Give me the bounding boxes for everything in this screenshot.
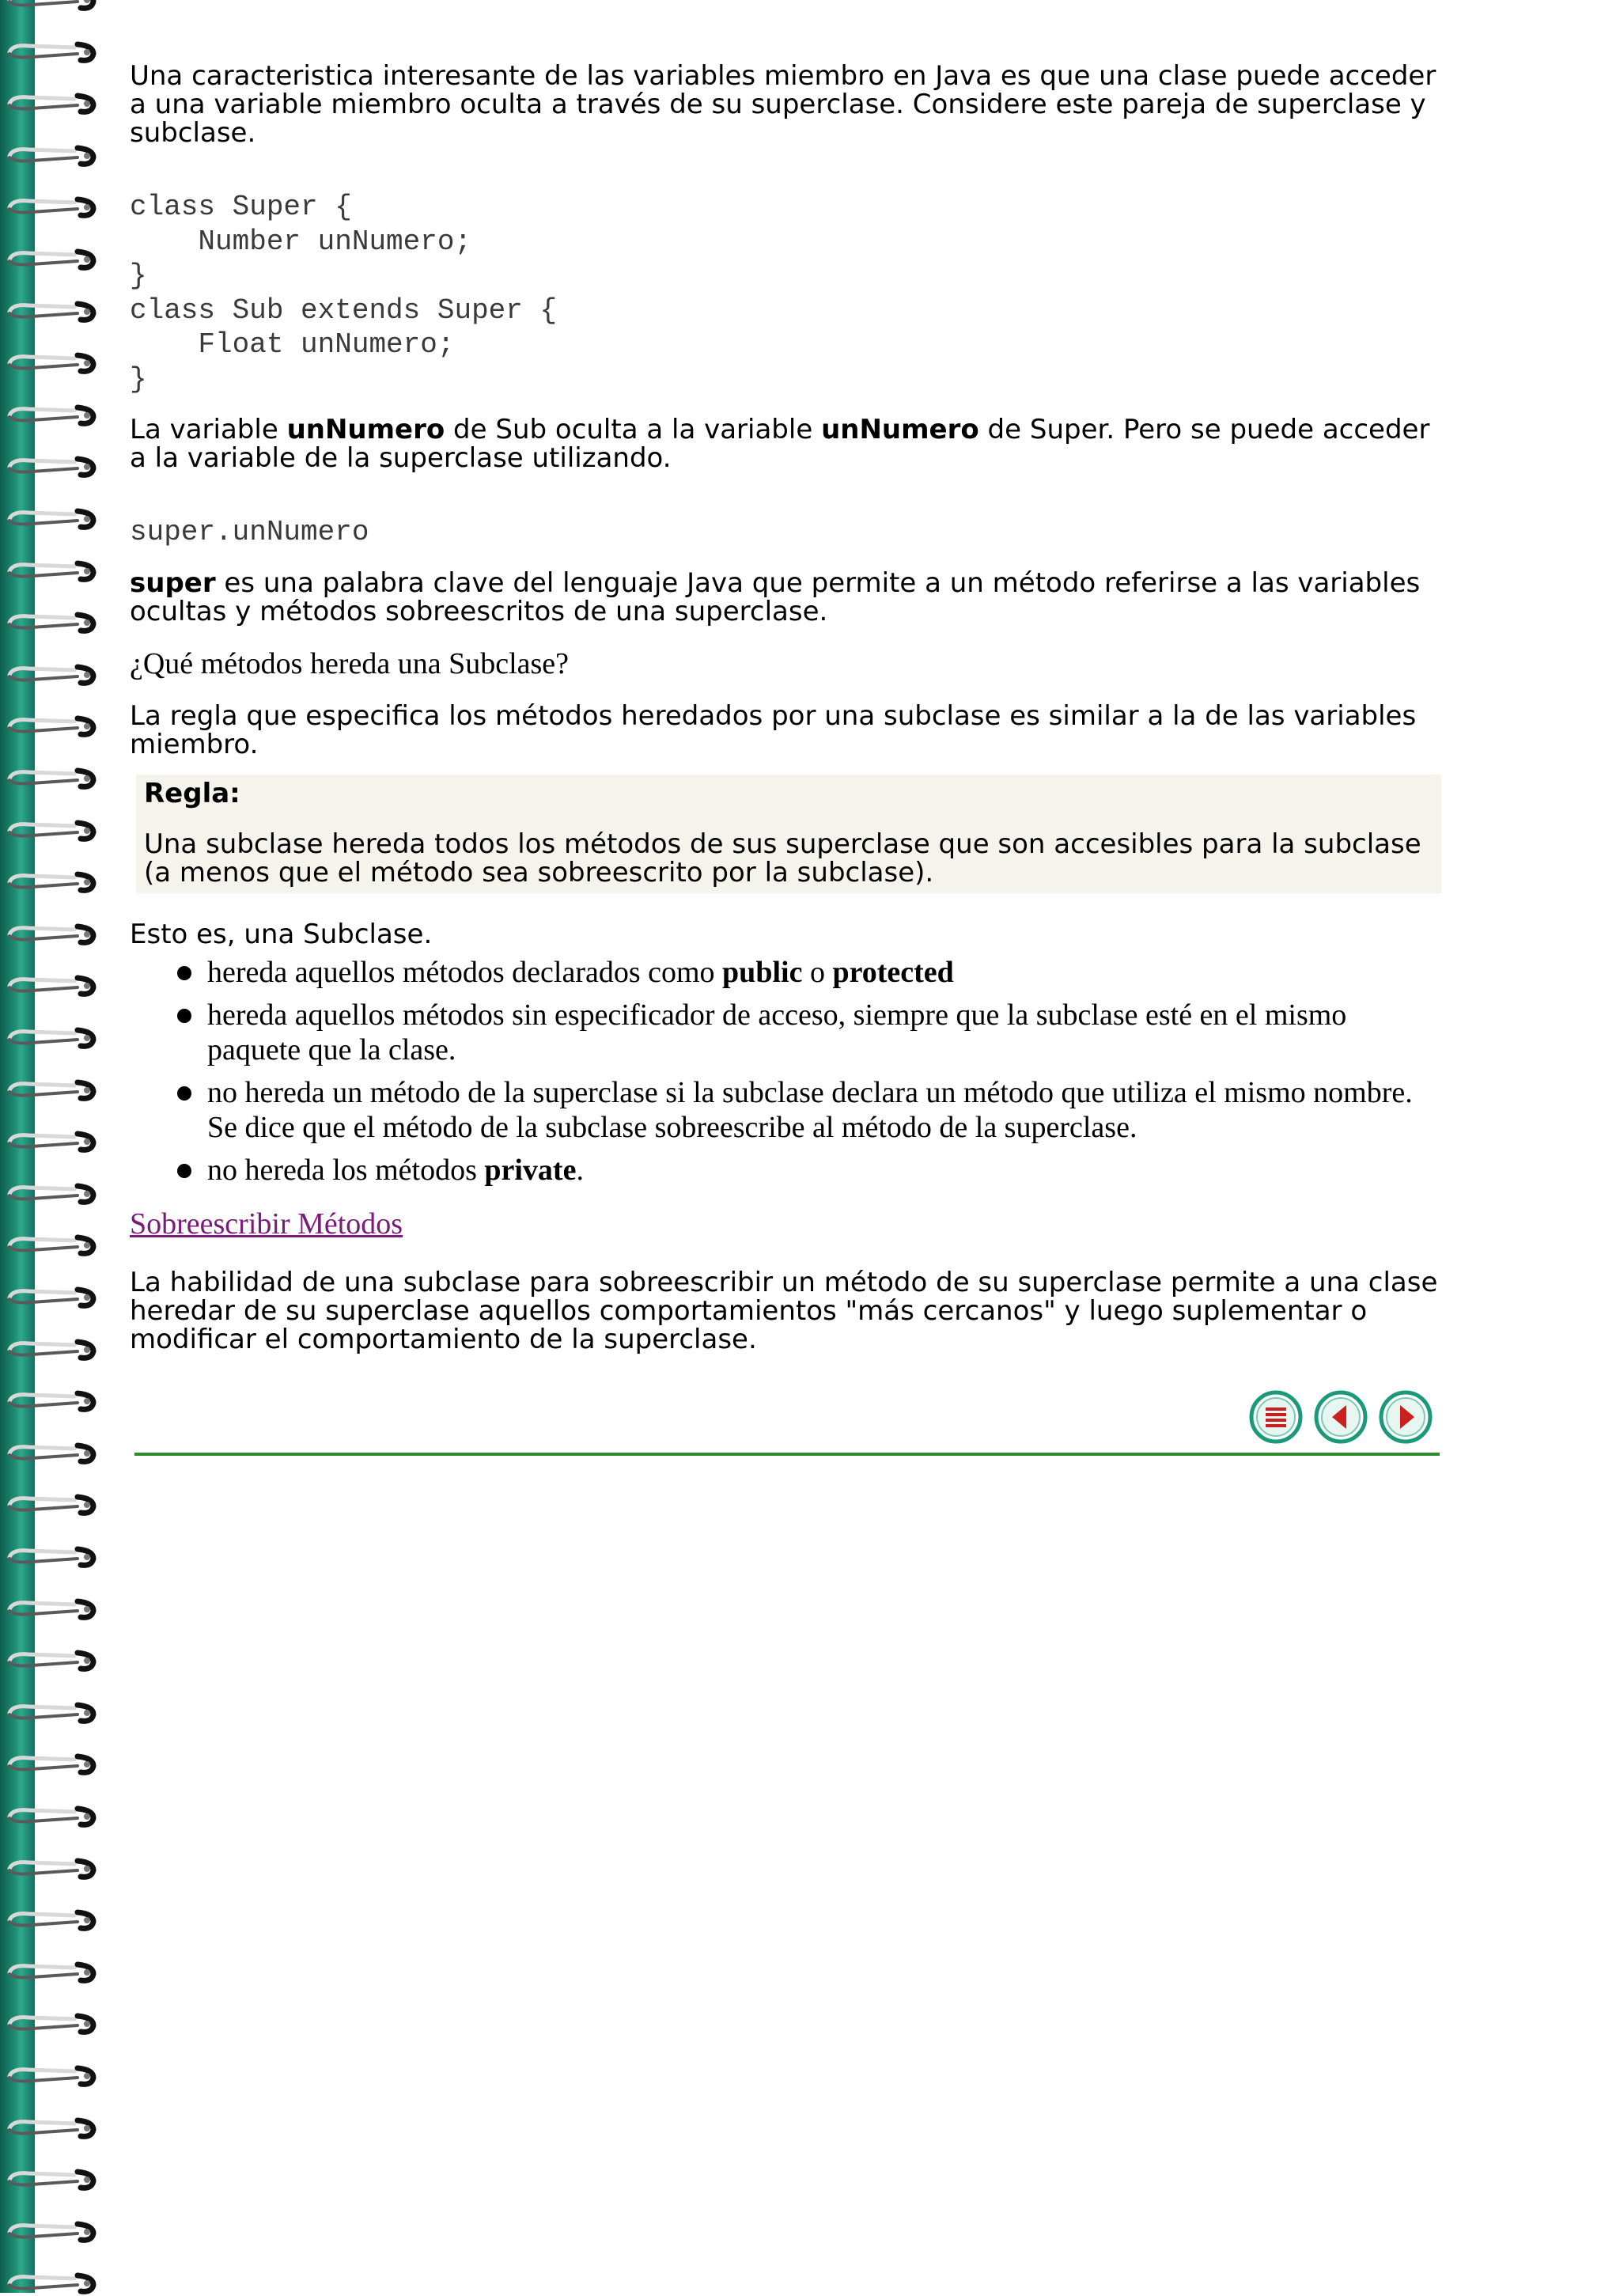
list-item: no hereda los métodos private.: [177, 1153, 1440, 1188]
spiral-ring-icon: [5, 972, 98, 998]
next-icon[interactable]: [1378, 1389, 1433, 1445]
spiral-ring-icon: [5, 1439, 98, 1466]
spiral-ring-icon: [5, 349, 98, 376]
spiral-ring-icon: [5, 2218, 98, 2245]
spiral-ring-icon: [5, 2062, 98, 2089]
override-paragraph: La habilidad de una subclase para sobreescribir un método de su superclase permite a una clase heredar de su superclase aquellos comportamientos "más cercanos" y luego suplementar o modificar el comportamiento de la superclase.: [130, 1266, 1438, 1355]
inline-code: super.unNumero: [130, 516, 369, 548]
spiral-ring-icon: [5, 453, 98, 479]
subclass-intro: Esto es, una Subclase.: [130, 918, 433, 950]
rule-text: Una subclase hereda todos los métodos de sus superclase que son accesibles para la subclase (a menos que el método sea sobreescrito por la subclase).: [144, 828, 1421, 888]
spiral-ring-icon: [5, 89, 98, 116]
spiral-ring-icon: [5, 1024, 98, 1051]
bullet-icon: [177, 1086, 191, 1101]
list-item: hereda aquellos métodos declarados como public o protected: [177, 955, 1440, 990]
bullet-icon: [177, 1009, 191, 1023]
spiral-ring-icon: [5, 1491, 98, 1517]
spiral-ring-icon: [5, 245, 98, 272]
spiral-ring-icon: [5, 2165, 98, 2192]
section-heading: ¿Qué métodos hereda una Subclase?: [130, 646, 570, 680]
spiral-ring-icon: [5, 0, 98, 13]
spiral-ring-icon: [5, 2010, 98, 2036]
divider-line: [134, 1453, 1440, 1456]
rule-box: [136, 775, 1441, 893]
previous-icon[interactable]: [1313, 1389, 1368, 1445]
spiral-ring-icon: [5, 1283, 98, 1310]
spiral-ring-icon: [5, 193, 98, 220]
spiral-ring-icon: [5, 1595, 98, 1622]
spiral-ring-icon: [5, 1699, 98, 1726]
spiral-ring-icon: [5, 1906, 98, 1933]
spiral-ring-icon: [5, 1231, 98, 1258]
list-item: no hereda un método de la superclase si la subclase declara un método que utiliza el mismo nombre. Se dice que el método de la subclase sobreescribe al método de la superclase.: [177, 1075, 1440, 1145]
spiral-ring-icon: [5, 1646, 98, 1673]
rule-title: Regla:: [144, 777, 240, 809]
hidden-variable-paragraph: La variable unNumero de Sub oculta a la variable unNumero de Super. Pero se puede acceder a la variable de la superclase utilizando.: [130, 414, 1430, 474]
spiral-ring-icon: [5, 920, 98, 947]
code-block: class Super { Number unNumero; } class Sub extends Super { Float unNumero; }: [130, 191, 558, 396]
spiral-ring-icon: [5, 1958, 98, 1985]
document-content: [130, 55, 1440, 1354]
spiral-ring-icon: [5, 1543, 98, 1570]
spiral-ring-icon: [5, 1180, 98, 1207]
override-methods-link[interactable]: Sobreescribir Métodos: [130, 1207, 403, 1241]
spiral-ring-icon: [5, 2114, 98, 2141]
spiral-ring-icon: [5, 38, 98, 65]
index-icon[interactable]: [1248, 1389, 1304, 1445]
spiral-ring-icon: [5, 868, 98, 895]
spiral-ring-icon: [5, 401, 98, 428]
spiral-ring-icon: [5, 608, 98, 635]
spiral-ring-icon: [5, 1076, 98, 1103]
spiral-ring-icon: [5, 1750, 98, 1777]
inheritance-list: [130, 955, 1440, 1188]
spiral-ring-icon: [5, 1802, 98, 1829]
nav-icons: [1248, 1389, 1433, 1445]
spiral-ring-icon: [5, 2269, 98, 2296]
bullet-icon: [177, 966, 191, 980]
spiral-ring-icon: [5, 505, 98, 532]
intro-paragraph: Una caracteristica interesante de las variables miembro en Java es que una clase puede acceder a una variable miembro oculta a través de su superclase. Considere este pareja de superclase y subclase.: [130, 60, 1436, 149]
bullet-icon: [177, 1164, 191, 1178]
spiral-ring-icon: [5, 1336, 98, 1362]
spiral-ring-icon: [5, 142, 98, 169]
spiral-ring-icon: [5, 297, 98, 324]
super-keyword-paragraph: super es una palabra clave del lenguaje Java que permite a un método referirse a las variables ocultas y métodos sobreescritos de una superclase.: [130, 566, 1421, 627]
spiral-ring-icon: [5, 764, 98, 791]
rule-intro-paragraph: La regla que especifica los métodos heredados por una subclase es similar a la de las variables miembro.: [130, 699, 1417, 760]
spiral-ring-icon: [5, 1127, 98, 1154]
list-item: hereda aquellos métodos sin especificador de acceso, siempre que la subclase esté en el mismo paquete que la clase.: [177, 998, 1440, 1067]
spiral-ring-icon: [5, 1387, 98, 1414]
spiral-ring-icon: [5, 712, 98, 739]
spiral-ring-icon: [5, 557, 98, 584]
spiral-binding: [0, 0, 103, 2293]
spiral-ring-icon: [5, 661, 98, 688]
spiral-ring-icon: [5, 816, 98, 843]
navigation-bar: [134, 1385, 1440, 1456]
spiral-ring-icon: [5, 1855, 98, 1881]
